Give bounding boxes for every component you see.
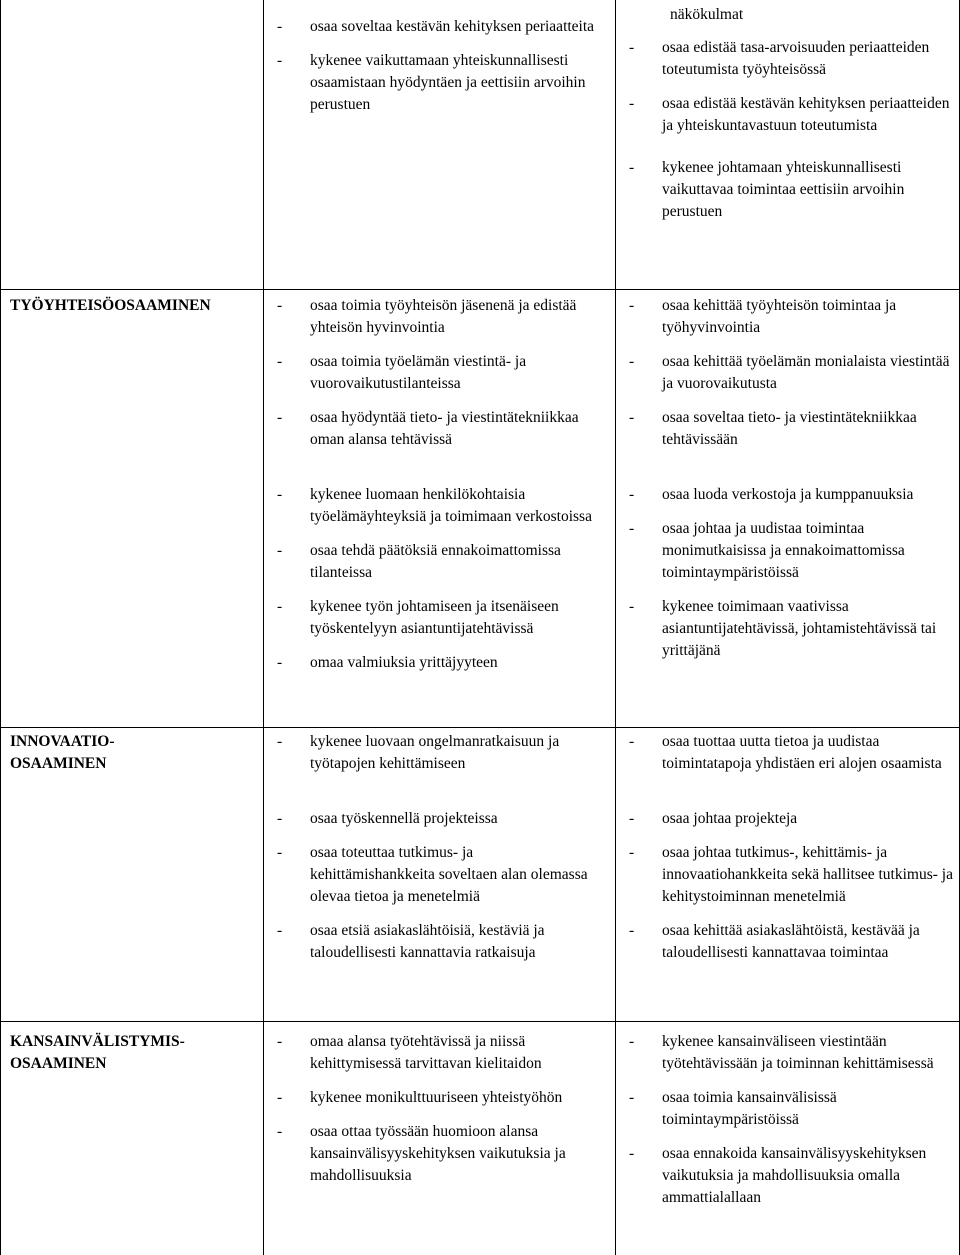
row-0-col1 (274, 16, 599, 116)
row-divider-3 (0, 1021, 960, 1022)
list-item: - osaa ennakoida kansainvälisyyskehityksen vaikutuksia ja mahdollisuuksia omalla ammattialallaan (626, 1143, 954, 1209)
list-item: - osaa kehittää työelämän monialaista viestintää ja vuorovaikutusta (626, 351, 954, 395)
list-item: - kykenee luovaan ongelmanratkaisuun ja työtapojen kehittämiseen (274, 731, 599, 775)
list-item: - osaa johtaa tutkimus-, kehittämis- ja innovaatiohankkeita sekä hallitsee tutkimus- ja kehitystoiminnan menetelmiä (626, 842, 954, 908)
row-5-col2 (626, 808, 954, 830)
row-3-col2 (626, 484, 954, 662)
list-item: - kykenee vaikuttamaan yhteiskunnallisesti osaamistaan hyödyntäen ja eettisiin arvoihin perustuen (274, 50, 599, 116)
list-item: - osaa soveltaa kestävän kehityksen periaatteita (274, 16, 599, 38)
row-3-col1 (274, 484, 599, 674)
row-0-col2 (626, 4, 954, 223)
row-4-col1 (274, 731, 599, 775)
column-divider-1 (263, 0, 264, 1255)
row-6-col1 (274, 842, 599, 964)
list-item: - kykenee kansainväliseen viestintään työtehtävissään ja toiminnan kehittämisessä (626, 1031, 954, 1075)
list-item: - kykenee toimimaan vaativissa asiantuntijatehtävissä, johtamistehtävissä tai yrittäjänä (626, 596, 954, 662)
row-1-col1 (274, 295, 599, 339)
list-item: - osaa toimia työelämän viestintä- ja vuorovaikutustilanteissa (274, 351, 599, 395)
list-item: - osaa toteuttaa tutkimus- ja kehittämishankkeita soveltaen alan olemassa olevaa tietoa ja menetelmiä (274, 842, 599, 908)
list-item: - osaa edistää tasa-arvoisuuden periaatteiden toteutumista työyhteisössä (626, 37, 954, 81)
row-1-col2 (626, 295, 954, 339)
row-2-col1 (274, 351, 599, 451)
list-item: - osaa tehdä päätöksiä ennakoimattomissa tilanteissa (274, 540, 599, 584)
row-divider-2 (0, 727, 960, 728)
row-divider-1 (0, 289, 960, 290)
category-innovaatio: INNOVAATIO- OSAAMINEN (10, 733, 115, 772)
list-item: - osaa edistää kestävän kehityksen periaatteiden ja yhteiskuntavastuun toteutumista (626, 93, 954, 137)
list-item: - kykenee johtamaan yhteiskunnallisesti vaikuttavaa toimintaa eettisiin arvoihin perustuen (626, 157, 954, 223)
list-item: - osaa hyödyntää tieto- ja viestintätekniikkaa oman alansa tehtävissä (274, 407, 599, 451)
list-item: - kykenee luomaan henkilökohtaisia työelämäyhteyksiä ja toimimaan verkostoissa (274, 484, 599, 528)
row-6-col2 (626, 842, 954, 964)
list-item: - osaa ottaa työssään huomioon alansa kansainvälisyyskehityksen vaikutuksia ja mahdollisuuksia (274, 1121, 599, 1187)
list-item: - kykenee työn johtamiseen ja itsenäiseen työskentelyyn asiantuntijatehtävissä (274, 596, 599, 640)
row-7-col1 (274, 1031, 599, 1187)
list-item: - osaa toimia kansainvälisissä toimintaympäristöissä (626, 1087, 954, 1131)
list-item: - osaa kehittää työyhteisön toimintaa ja työhyvinvointia (626, 295, 954, 339)
border-left (0, 0, 1, 1255)
list-item: - osaa toimia työyhteisön jäsenenä ja edistää yhteisön hyvinvointia (274, 295, 599, 339)
row-5-col1 (274, 808, 599, 830)
column-divider-2 (615, 0, 616, 1255)
list-item: - osaa tuottaa uutta tietoa ja uudistaa toimintatapoja yhdistäen eri alojen osaamista (626, 731, 954, 775)
list-item: - osaa etsiä asiakaslähtöisiä, kestäviä ja taloudellisesti kannattavia ratkaisuja (274, 920, 599, 964)
row-4-col2 (626, 731, 954, 775)
list-item: - osaa luoda verkostoja ja kumppanuuksia (626, 484, 954, 506)
list-item: - osaa johtaa projekteja (626, 808, 954, 830)
list-item: - osaa kehittää asiakaslähtöistä, kestävää ja taloudellisesti kannattavaa toimintaa (626, 920, 954, 964)
category-tyoyhteiso: TYÖYHTEISÖOSAAMINEN (10, 297, 211, 314)
continued-text: näkökulmat (670, 6, 744, 23)
list-item: - osaa työskennellä projekteissa (274, 808, 599, 830)
list-item: - osaa soveltaa tieto- ja viestintätekniikkaa tehtävissään (626, 407, 954, 451)
list-item: - omaa valmiuksia yrittäjyyteen (274, 652, 599, 674)
category-kansainvalistymis: KANSAINVÄLISTYMIS- OSAAMINEN (10, 1033, 185, 1072)
list-item: - omaa alansa työtehtävissä ja niissä kehittymisessä tarvittavan kielitaidon (274, 1031, 599, 1075)
list-item: - osaa johtaa ja uudistaa toimintaa monimutkaisissa ja ennakoimattomissa toimintaympäristöissä (626, 518, 954, 584)
row-7-col2 (626, 1031, 954, 1209)
row-2-col2 (626, 351, 954, 451)
list-item: - kykenee monikulttuuriseen yhteistyöhön (274, 1087, 599, 1109)
